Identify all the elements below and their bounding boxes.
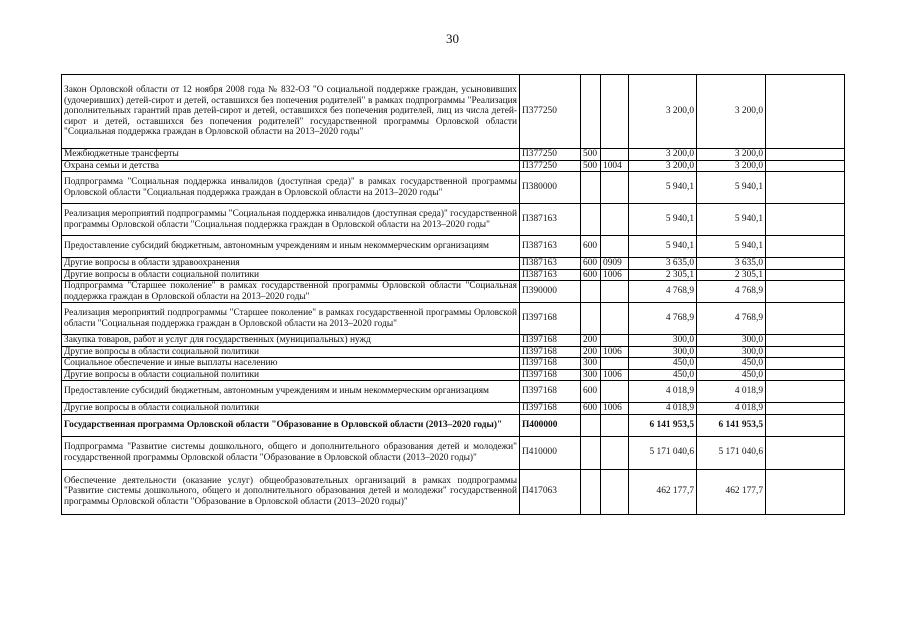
amount-cell: 3 635,0 bbox=[697, 258, 766, 270]
table-row bbox=[62, 258, 845, 270]
empty-cell bbox=[766, 281, 845, 303]
section-code bbox=[601, 469, 629, 514]
section-code bbox=[601, 75, 629, 149]
expense-type-code bbox=[581, 303, 601, 335]
amount-cell: 450,0 bbox=[629, 369, 697, 381]
target-article-code: П397168 bbox=[520, 381, 581, 403]
target-article-code: П387163 bbox=[520, 269, 581, 281]
expense-type-code bbox=[581, 172, 601, 204]
row-description: Другие вопросы в области социальной политики bbox=[62, 346, 520, 358]
row-description: Государственная программа Орловской области "Образование в Орловской области (2013–2020 годы)" bbox=[62, 414, 520, 436]
row-description: Подпрограмма "Социальная поддержка инвалидов (доступная среда)" в рамках государственной программы Орловской области "Социальная поддержка граждан в Орловской области на 2013–2020 годы" bbox=[62, 172, 520, 204]
empty-cell bbox=[766, 172, 845, 204]
table-row bbox=[62, 403, 845, 415]
table-row bbox=[62, 149, 845, 161]
table-row bbox=[62, 303, 845, 335]
target-article-code: П387163 bbox=[520, 236, 581, 258]
amount-cell: 4 018,9 bbox=[697, 381, 766, 403]
amount-cell: 300,0 bbox=[697, 346, 766, 358]
row-description: Закупка товаров, работ и услуг для государственных (муниципальных) нужд bbox=[62, 335, 520, 347]
expense-type-code: 500 bbox=[581, 160, 601, 172]
section-code bbox=[601, 436, 629, 469]
table-row bbox=[62, 204, 845, 236]
expense-type-code: 300 bbox=[581, 358, 601, 370]
target-article-code: П397168 bbox=[520, 303, 581, 335]
expense-type-code: 300 bbox=[581, 369, 601, 381]
empty-cell bbox=[766, 469, 845, 514]
target-article-code: П387163 bbox=[520, 258, 581, 270]
row-description: Социальное обеспечение и иные выплаты населению bbox=[62, 358, 520, 370]
amount-cell: 3 200,0 bbox=[629, 75, 697, 149]
table-row bbox=[62, 160, 845, 172]
target-article-code: П390000 bbox=[520, 281, 581, 303]
target-article-code: П387163 bbox=[520, 204, 581, 236]
empty-cell bbox=[766, 269, 845, 281]
target-article-code: П397168 bbox=[520, 335, 581, 347]
section-code bbox=[601, 381, 629, 403]
section-code bbox=[601, 204, 629, 236]
section-code: 1006 bbox=[601, 346, 629, 358]
expense-type-code: 600 bbox=[581, 258, 601, 270]
table-row bbox=[62, 335, 845, 347]
section-code bbox=[601, 303, 629, 335]
amount-cell: 5 940,1 bbox=[697, 204, 766, 236]
table-row bbox=[62, 369, 845, 381]
table-row bbox=[62, 469, 845, 514]
amount-cell: 3 200,0 bbox=[697, 149, 766, 161]
amount-cell: 3 200,0 bbox=[629, 149, 697, 161]
row-description: Подпрограмма "Развитие системы дошкольного, общего и дополнительного образования детей и молодежи" государственной программы Орловской области "Образование в Орловской области (2013–2020 годы)" bbox=[62, 436, 520, 469]
amount-cell: 3 635,0 bbox=[629, 258, 697, 270]
amount-cell: 4 018,9 bbox=[629, 381, 697, 403]
table-row bbox=[62, 381, 845, 403]
amount-cell: 6 141 953,5 bbox=[629, 414, 697, 436]
expense-type-code bbox=[581, 281, 601, 303]
target-article-code: П397168 bbox=[520, 346, 581, 358]
expense-type-code bbox=[581, 204, 601, 236]
section-code bbox=[601, 335, 629, 347]
amount-cell: 4 768,9 bbox=[697, 303, 766, 335]
empty-cell bbox=[766, 381, 845, 403]
expense-type-code bbox=[581, 469, 601, 514]
row-description: Предоставление субсидий бюджетным, автономным учреждениям и иным некоммерческим организациям bbox=[62, 381, 520, 403]
expense-type-code: 600 bbox=[581, 269, 601, 281]
row-description: Реализация мероприятий подпрограммы "Социальная поддержка инвалидов (доступная среда)" государственной программы Орловской области "Социальная поддержка граждан в Орловской области на 2013–2020 годы" bbox=[62, 204, 520, 236]
empty-cell bbox=[766, 236, 845, 258]
amount-cell: 3 200,0 bbox=[697, 75, 766, 149]
target-article-code: П400000 bbox=[520, 414, 581, 436]
empty-cell bbox=[766, 258, 845, 270]
row-description: Охрана семьи и детства bbox=[62, 160, 520, 172]
amount-cell: 5 171 040,6 bbox=[697, 436, 766, 469]
table-row bbox=[62, 436, 845, 469]
table-row bbox=[62, 75, 845, 149]
target-article-code: П410000 bbox=[520, 436, 581, 469]
empty-cell bbox=[766, 403, 845, 415]
empty-cell bbox=[766, 335, 845, 347]
amount-cell: 3 200,0 bbox=[697, 160, 766, 172]
section-code: 1006 bbox=[601, 269, 629, 281]
amount-cell: 5 940,1 bbox=[629, 204, 697, 236]
target-article-code: П397168 bbox=[520, 369, 581, 381]
target-article-code: П417063 bbox=[520, 469, 581, 514]
amount-cell: 5 940,1 bbox=[629, 236, 697, 258]
amount-cell: 4 768,9 bbox=[629, 281, 697, 303]
section-code bbox=[601, 172, 629, 204]
section-code: 1006 bbox=[601, 403, 629, 415]
empty-cell bbox=[766, 303, 845, 335]
expense-type-code: 600 bbox=[581, 403, 601, 415]
empty-cell bbox=[766, 358, 845, 370]
amount-cell: 5 171 040,6 bbox=[629, 436, 697, 469]
empty-cell bbox=[766, 369, 845, 381]
expense-type-code: 200 bbox=[581, 346, 601, 358]
expense-type-code: 600 bbox=[581, 381, 601, 403]
target-article-code: П377250 bbox=[520, 160, 581, 172]
section-code bbox=[601, 281, 629, 303]
expense-type-code: 600 bbox=[581, 236, 601, 258]
row-description: Другие вопросы в области здравоохранения bbox=[62, 258, 520, 270]
section-code bbox=[601, 149, 629, 161]
empty-cell bbox=[766, 346, 845, 358]
section-code: 0909 bbox=[601, 258, 629, 270]
amount-cell: 462 177,7 bbox=[697, 469, 766, 514]
empty-cell bbox=[766, 75, 845, 149]
amount-cell: 4 768,9 bbox=[629, 303, 697, 335]
amount-cell: 6 141 953,5 bbox=[697, 414, 766, 436]
row-description: Другие вопросы в области социальной политики bbox=[62, 403, 520, 415]
expense-type-code: 500 bbox=[581, 149, 601, 161]
empty-cell bbox=[766, 149, 845, 161]
amount-cell: 450,0 bbox=[629, 358, 697, 370]
amount-cell: 300,0 bbox=[697, 335, 766, 347]
section-code bbox=[601, 414, 629, 436]
expense-type-code: 200 bbox=[581, 335, 601, 347]
expense-type-code bbox=[581, 436, 601, 469]
section-code: 1004 bbox=[601, 160, 629, 172]
empty-cell bbox=[766, 160, 845, 172]
section-code: 1006 bbox=[601, 369, 629, 381]
empty-cell bbox=[766, 414, 845, 436]
table-row bbox=[62, 236, 845, 258]
expense-type-code bbox=[581, 414, 601, 436]
table-row bbox=[62, 358, 845, 370]
table-row bbox=[62, 414, 845, 436]
table-row bbox=[62, 269, 845, 281]
row-description: Межбюджетные трансферты bbox=[62, 149, 520, 161]
row-description: Реализация мероприятий подпрограммы "Старшее поколение" в рамках государственной программы Орловской области "Социальная поддержка граждан в Орловской области на 2013–2020 годы" bbox=[62, 303, 520, 335]
amount-cell: 3 200,0 bbox=[629, 160, 697, 172]
amount-cell: 4 768,9 bbox=[697, 281, 766, 303]
row-description: Другие вопросы в области социальной политики bbox=[62, 369, 520, 381]
amount-cell: 450,0 bbox=[697, 358, 766, 370]
table-row bbox=[62, 172, 845, 204]
section-code bbox=[601, 236, 629, 258]
amount-cell: 300,0 bbox=[629, 335, 697, 347]
target-article-code: П377250 bbox=[520, 149, 581, 161]
amount-cell: 2 305,1 bbox=[697, 269, 766, 281]
target-article-code: П380000 bbox=[520, 172, 581, 204]
budget-table bbox=[61, 74, 845, 515]
section-code bbox=[601, 358, 629, 370]
expense-type-code bbox=[581, 75, 601, 149]
amount-cell: 2 305,1 bbox=[629, 269, 697, 281]
target-article-code: П397168 bbox=[520, 403, 581, 415]
empty-cell bbox=[766, 204, 845, 236]
table-row bbox=[62, 281, 845, 303]
row-description: Предоставление субсидий бюджетным, автономным учреждениям и иным некоммерческим организациям bbox=[62, 236, 520, 258]
table-row bbox=[62, 346, 845, 358]
amount-cell: 462 177,7 bbox=[629, 469, 697, 514]
row-description: Другие вопросы в области социальной политики bbox=[62, 269, 520, 281]
amount-cell: 4 018,9 bbox=[697, 403, 766, 415]
row-description: Закон Орловской области от 12 ноября 2008 года № 832-ОЗ "О социальной поддержке граждан, усыновивших (удочеривших) детей-сирот и детей, оставшихся без попечения родителей" в рамках подпрограммы "Реализация дополнительных гарантий прав детей-сирот и детей, оставшихся без попечения родителей, лиц из числа детей-сирот и детей, оставшихся без попечения родителей" государственной программы Орловской области "Социальная поддержка граждан в Орловской области на 2013–2020 годы" bbox=[62, 75, 520, 149]
row-description: Подпрограмма "Старшее поколение" в рамках государственной программы Орловской области "Социальная поддержка граждан в Орловской области на 2013–2020 годы" bbox=[62, 281, 520, 303]
amount-cell: 5 940,1 bbox=[697, 236, 766, 258]
empty-cell bbox=[766, 436, 845, 469]
amount-cell: 450,0 bbox=[697, 369, 766, 381]
row-description: Обеспечение деятельности (оказание услуг) общеобразовательных организаций в рамках подпрограммы "Развитие системы дошкольного, общего и дополнительного образования детей и молодежи" государственной программы Орловской области "Образование в Орловской области (2013–2020 годы)" bbox=[62, 469, 520, 514]
page-number: 30 bbox=[446, 31, 459, 46]
amount-cell: 5 940,1 bbox=[629, 172, 697, 204]
amount-cell: 300,0 bbox=[629, 346, 697, 358]
target-article-code: П377250 bbox=[520, 75, 581, 149]
target-article-code: П397168 bbox=[520, 358, 581, 370]
amount-cell: 5 940,1 bbox=[697, 172, 766, 204]
amount-cell: 4 018,9 bbox=[629, 403, 697, 415]
